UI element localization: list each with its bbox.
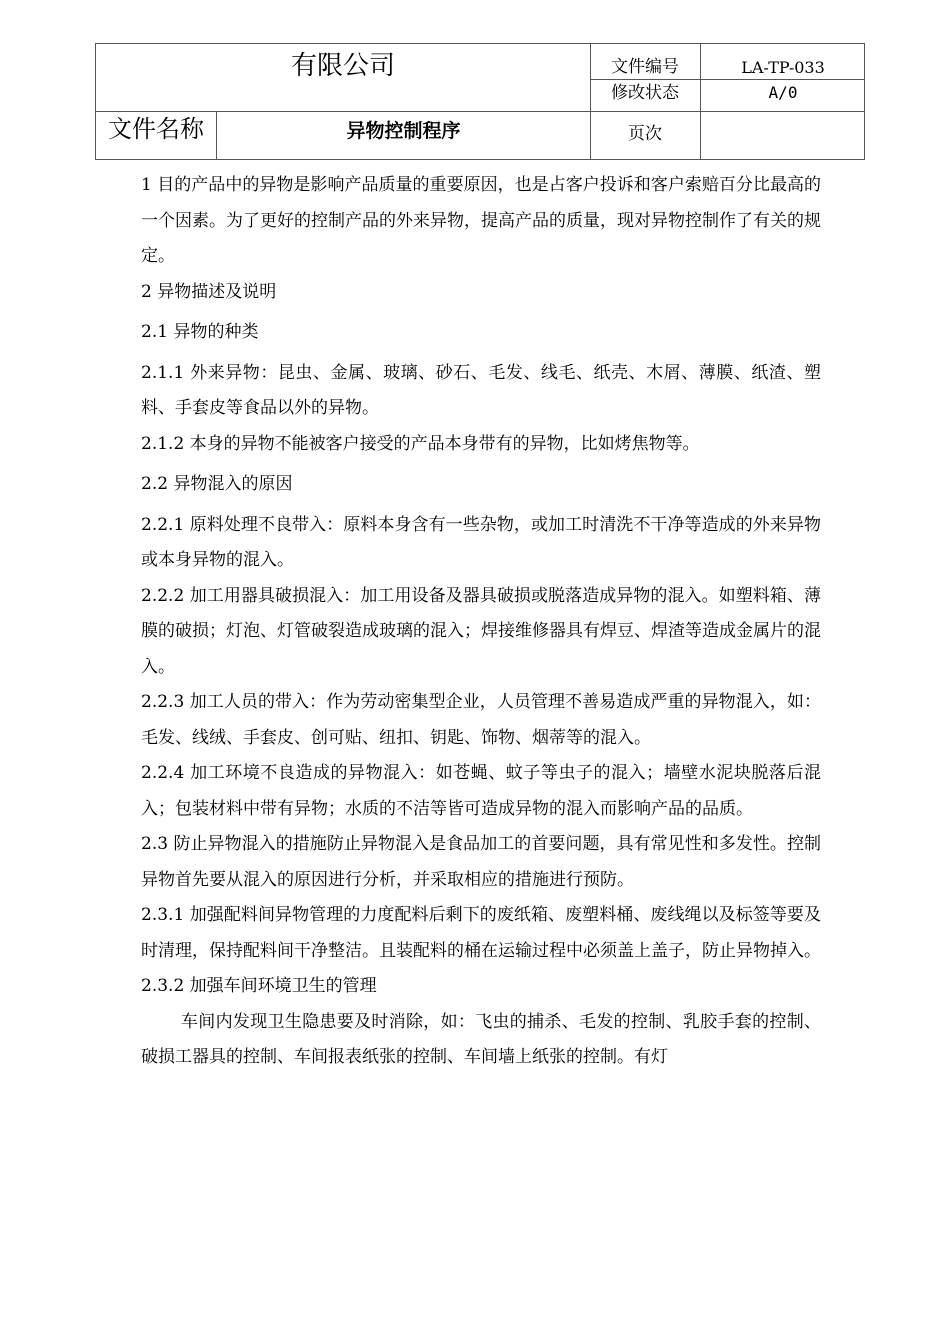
paragraph-purpose: 1 目的产品中的异物是影响产品质量的重要原因，也是占客户投诉和客户索赔百分比最高的一个因素。为了更好的控制产品的外来异物，提高产品的质量，现对异物控制作了有关的规定。 [141, 175, 821, 266]
paragraph-2-1-2: 2.1.2 本身的异物不能被客户接受的产品本身带有的异物，比如烤焦物等。 [141, 433, 700, 454]
heading-section-2-1: 2.1 异物的种类 [141, 322, 259, 342]
doc-no-label: 文件编号 [611, 57, 679, 77]
company-name: 有限公司 [290, 51, 395, 81]
paragraph-2-3: 2.3 防止异物混入的措施防止异物混入是食品加工的首要问题，具有常见性和多发性。控制异物首先要从混入的原因进行分析，并采取相应的措施进行预防。 [141, 834, 821, 890]
paragraph-2-2-2: 2.2.2 加工用器具破损混入：加工用设备及器具破损或脱落造成异物的混入。如塑料箱、薄膜的破损；灯泡、灯管破裂造成玻璃的混入；焊接维修器具有焊豆、焊渣等造成金属片的混入。 [141, 585, 821, 677]
paragraph-2-2-3: 2.2.3 加工人员的带入：作为劳动密集型企业，人员管理不善易造成严重的异物混入，如：毛发、线绒、手套皮、创可贴、纽扣、钥匙、饰物、烟蒂等的混入。 [141, 692, 821, 748]
heading-section-2-2: 2.2 异物混入的原因 [141, 474, 293, 494]
paragraph-2-3-1: 2.3.1 加强配料间异物管理的力度配料后剩下的废纸箱、废塑料桶、废线绳以及标签等要及时清理，保持配料间干净整洁。且装配料的桶在运输过程中必须盖上盖子，防止异物掉入。2.3.2 加强车间环境卫生的管理 [141, 905, 821, 996]
document-header-table [95, 43, 865, 160]
page-value [701, 112, 865, 160]
paragraph-2-2-4: 2.2.4 加工环境不良造成的异物混入：如苍蝇、蚊子等虫子的混入；墙壁水泥块脱落后混入；包装材料中带有异物；水质的不洁等皆可造成异物的混入而影响产品的品质。 [141, 763, 821, 819]
paragraph-workshop-hygiene: 车间内发现卫生隐患要及时消除，如：飞虫的捕杀、毛发的控制、乳胶手套的控制、破损工器具的控制、车间报表纸张的控制、车间墙上纸张的控制。有灯 [141, 1011, 821, 1067]
revision-label: 修改状态 [611, 83, 679, 103]
revision-value: A/0 [768, 83, 798, 102]
doc-name: 异物控制程序 [346, 120, 461, 142]
doc-name-label: 文件名称 [108, 115, 204, 143]
heading-section-2: 2 异物描述及说明 [141, 281, 277, 302]
doc-no-value: LA-TP-033 [741, 58, 825, 77]
paragraph-2-1-1: 2.1.1 外来异物：昆虫、金属、玻璃、砂石、毛发、线毛、纸壳、木屑、薄膜、纸渣、塑料、手套皮等食品以外的异物。 [141, 362, 821, 418]
page-label: 页次 [628, 124, 662, 144]
document-body [141, 168, 821, 1076]
paragraph-2-2-1: 2.2.1 原料处理不良带入：原料本身含有一些杂物，或加工时清洗不干净等造成的外来异物或本身异物的混入。 [141, 514, 821, 570]
